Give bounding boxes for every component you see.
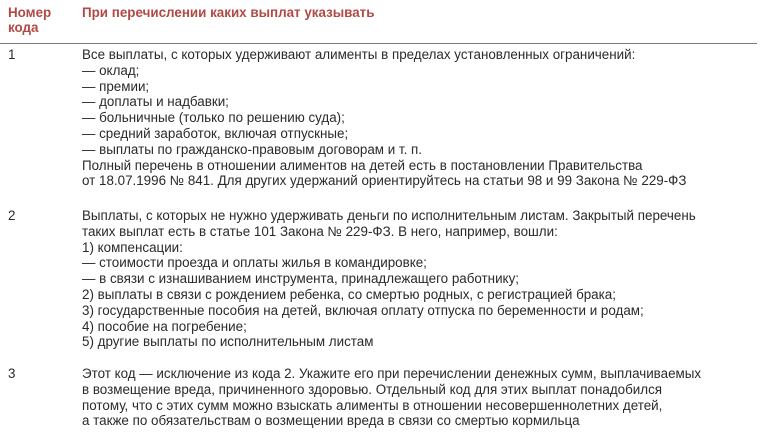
row-code: 1 — [8, 47, 16, 62]
description-line: 4) пособие на погребение; — [82, 318, 247, 334]
description-line: — стоимости проезда и оплаты жилья в командировке; — [82, 255, 427, 271]
description-line: потому, что с этих сумм можно взыскать алименты в отношении несовершеннолетних детей, — [82, 397, 663, 413]
row-description — [82, 366, 768, 429]
description-line: Полный перечень в отношении алиментов на детей есть в постановлении Правительства — [82, 157, 643, 173]
description-line: Все выплаты, с которых удерживают алименты в пределах установленных ограничений: — [82, 47, 636, 62]
table-header — [0, 0, 757, 44]
description-line: 5) другие выплаты по исполнительным листам — [82, 334, 374, 350]
description-line: — средний заработок, включая отпускные; — [82, 125, 349, 141]
description-line: в возмещение вреда, причиненного здоровью. Отдельный код для этих выплат понадобился — [82, 381, 663, 397]
description-line: Выплаты, с которых не нужно удерживать деньги по исполнительным листам. Закрытый перечень — [82, 208, 696, 223]
header-code-line: кода — [8, 20, 39, 35]
description-line: 2) выплаты в связи с рождением ребенка, со смертью родных, с регистрацией брака; — [82, 286, 616, 302]
description-line: от 18.07.1996 № 841. Для других удержаний ориентируйтесь на статьи 98 и 99 Закона № 229-ФЗ — [82, 173, 687, 189]
description-line: — доплаты и надбавки; — [82, 94, 229, 110]
description-line: а также по обязательствам о возмещении вреда в связи со смертью кормильца — [82, 413, 580, 429]
description-line: — больничные (только по решению суда); — [82, 110, 345, 126]
header-code-column — [8, 5, 68, 35]
description-line: — выплаты по гражданско-правовым договорам и т. п. — [82, 141, 422, 157]
row-description — [82, 208, 768, 350]
description-line: 3) государственные пособия на детей, включая оплату отпуска по беременности и родам; — [82, 302, 644, 318]
description-line: таких выплат есть в статье 101 Закона № 229-ФЗ. В него, например, вошли: — [82, 223, 558, 239]
row-code: 2 — [8, 208, 16, 223]
description-line: — оклад; — [82, 62, 140, 78]
row-description — [82, 47, 768, 189]
description-line: 1) компенсации: — [82, 239, 183, 255]
description-line: — в связи с изнашиванием инструмента, принадлежащего работнику; — [82, 271, 519, 287]
header-description-column: При перечислении каких выплат указывать — [82, 5, 375, 20]
description-line: — премии; — [82, 78, 150, 94]
description-line: Этот код — исключение из кода 2. Укажите его при перечислении денежных сумм, выплачиваемых — [82, 366, 702, 381]
row-code: 3 — [8, 366, 16, 381]
header-code-line: Номер — [8, 5, 52, 20]
